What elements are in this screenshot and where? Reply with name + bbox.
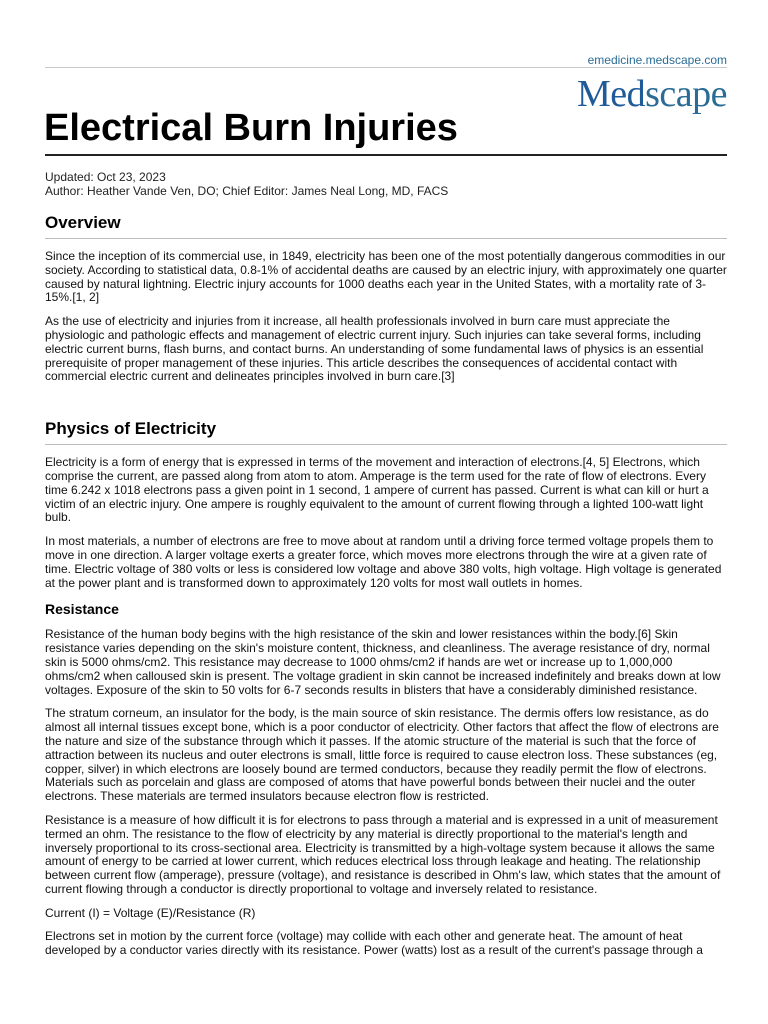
article-content [45, 210, 727, 968]
ohms-law-formula: Current (I) = Voltage (E)/Resistance (R) [45, 905, 256, 920]
section-divider [45, 238, 727, 239]
author-line: Author: Heather Vande Ven, DO; Chief Editor: James Neal Long, MD, FACS [45, 184, 449, 198]
overview-paragraph-2: As the use of electricity and injuries from it increase, all health professionals involved in burn care must appreciate the physiologic and pathologic effects and management of electric current injury. Such injuries can take several forms, including electric current burns, flash burns, and contact burns. An understanding of some fundamental laws of physics is an essential prerequisite of proper management of these injuries. This article describes the consequences of accidental contact with commercial electric current and delineates principles involved in burn care.[3] [45, 314, 704, 384]
spacer [45, 394, 727, 416]
physics-section [45, 416, 727, 590]
logo-scape: scape [645, 73, 727, 115]
overview-paragraph-1: Since the inception of its commercial use, in 1849, electricity has been one of the most potentially dangerous commodities in our society. According to statistical data, 0.8-1% of accidental deaths are caused by an electric injury, with approximately one quarter caused by natural lightning. Electric injury accounts for 1000 deaths each year in the United States, with a mortality rate of 3-15%.[1, 2] [45, 249, 727, 305]
section-heading-overview: Overview [45, 213, 121, 232]
physics-paragraph-2: In most materials, a number of electrons are free to move about at random until a driving force termed voltage propels them to move in one direction. A larger voltage exerts a greater force, which moves more electrons through the wire at a given rate of time. Electric voltage of 380 volts or less is considered low voltage and above 380 volts, high voltage. High voltage is generated at the power plant and is transformed down to approximately 120 volts for most wall outlets in homes. [45, 534, 722, 590]
title-divider [45, 154, 727, 156]
resistance-paragraph-2: The stratum corneum, an insulator for the body, is the main source of skin resistance. The dermis offers low resistance, as do almost all internal tissues except bone, which is a poor conductor of electricity. Other factors that affect the flow of electrons are the nature and size of the substance through which it passes. If the atomic structure of the material is such that the force of attraction between its nucleus and outer electrons is small, little force is required to cause electron loss. These substances (eg, copper, silver) in which electrons are loosely bound are termed conductors, because they readily permit the flow of electrons. Materials such as porcelain and glass are composed of atoms that have powerful bonds between their nuclei and the outer electrons. These materials are termed insulators because electron flow is restricted. [45, 706, 719, 804]
page-title: Electrical Burn Injuries [44, 107, 458, 149]
overview-section [45, 210, 727, 384]
resistance-paragraph-1: Resistance of the human body begins with the high resistance of the skin and lower resistances within the body.[6] Skin resistance varies depending on the skin's moisture content, thickness, and cleanliness. The average resistance of dry, normal skin is 5000 ohms/cm2. This resistance may decrease to 1000 ohms/cm2 if hands are wet or increase up to 1,000,000 ohms/cm2 when calloused skin is present. The voltage gradient in skin cannot be increased indefinitely and breaks down at low voltages. Exposure of the skin to 50 volts for 6-7 seconds results in blisters that have a considerably diminished resistance. [45, 627, 721, 697]
section-heading-physics: Physics of Electricity [45, 419, 217, 439]
site-url[interactable]: emedicine.medscape.com [587, 53, 727, 67]
header-divider [45, 67, 727, 68]
logo-med: Med [576, 73, 646, 115]
resistance-paragraph-3: Resistance is a measure of how difficult it is for electrons to pass through a material and is expressed in a unit of measurement termed an ohm. The resistance to the flow of electricity by any material is directly proportional to the material's length and inversely proportional to its cross-sectional area. Electricity is transmitted by a high-voltage system because it allows the same amount of energy to be carried at lower current, which reduces electrical loss through leakage and heating. The relationship between current flow (amperage), pressure (voltage), and resistance is described in Ohm's law, which states that the amount of current flowing through a conductor is directly proportional to voltage and inversely related to resistance. [45, 812, 721, 896]
resistance-paragraph-4: Electrons set in motion by the current force (voltage) may collide with each other and generate heat. The amount of heat developed by a conductor varies directly with its resistance. Power (watts) lost as a result of the current's passage through a [45, 929, 703, 958]
subsection-heading-resistance: Resistance [45, 601, 119, 618]
updated-date: Updated: Oct 23, 2023 [45, 170, 166, 184]
medscape-logo[interactable] [577, 71, 727, 117]
article-meta [45, 170, 448, 198]
physics-paragraph-1: Electricity is a form of energy that is expressed in terms of the movement and interaction of electrons.[4, 5] Electrons, which comprise the current, are passed along from atom to atom. Amperage is the term used for the rate of flow of electrons. Every time 6.242 x 1018 electrons pass a given point in 1 second, 1 ampere of current has passed. Current is what can kill or hurt a victim of an electric injury. One ampere is roughly equivalent to the amount of current flowing through a lighted 100-watt light bulb. [45, 455, 709, 525]
resistance-section [45, 600, 727, 958]
section-divider [45, 444, 727, 445]
